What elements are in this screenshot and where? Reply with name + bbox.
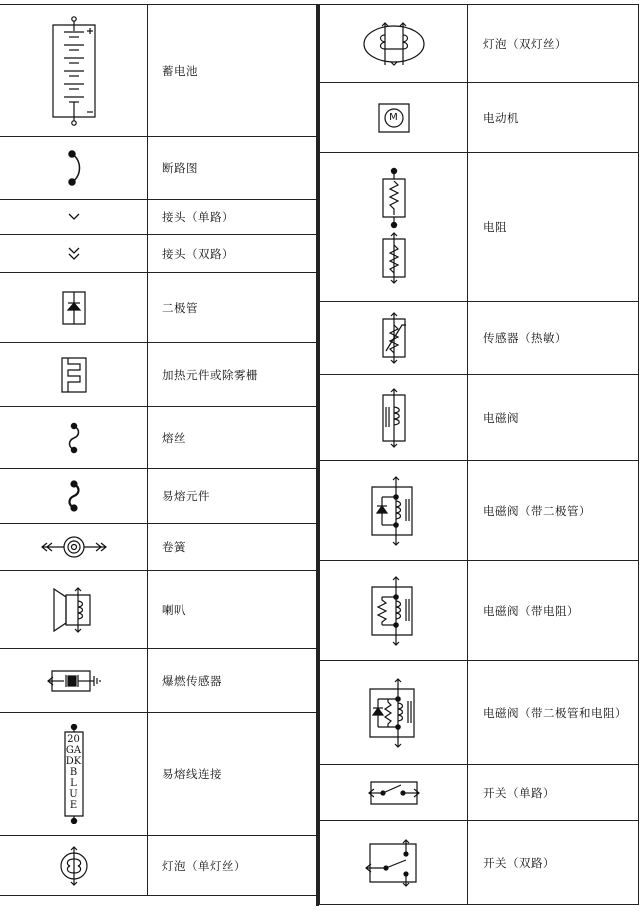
table-row [0, 137, 316, 200]
symbol-label: 加热元件或除雾栅 [162, 367, 258, 382]
symbol-label: 电磁阀（带二极管和电阻） [483, 705, 627, 720]
double-switch-symbol-icon [320, 821, 468, 904]
fuse-symbol-icon [0, 407, 148, 468]
table-row [0, 235, 316, 273]
diode-symbol-icon [0, 273, 148, 342]
fusible-link-text: L [70, 778, 77, 789]
table-row [320, 821, 638, 905]
single-filament-bulb-symbol-icon [0, 836, 148, 895]
symbol-label: 传感器（热敏） [483, 331, 567, 345]
table-row [320, 375, 638, 461]
table-row [0, 469, 316, 524]
symbol-label: 易熔线连接 [162, 767, 222, 781]
symbol-label: 熔丝 [162, 430, 186, 445]
symbol-label: 易熔元件 [162, 489, 210, 503]
table-row [0, 5, 316, 137]
resistor-symbol-icon [320, 153, 468, 301]
single-connector-symbol-icon [0, 200, 148, 234]
symbol-label: 喇叭 [162, 602, 186, 617]
solenoid-valve-resistor-symbol-icon [320, 561, 468, 660]
symbol-label: 电磁阀 [483, 410, 519, 425]
open-circuit-symbol-icon [0, 137, 148, 199]
motor-graphic [377, 102, 411, 134]
solenoid-valve-diode-symbol-icon [320, 461, 468, 560]
fusible-link-text: DK [65, 756, 82, 767]
motor-symbol-icon [320, 83, 468, 152]
double-connector-symbol-icon [0, 235, 148, 272]
heater-grid-symbol-icon [0, 343, 148, 406]
table-row [320, 302, 638, 375]
motor-letter: M [389, 112, 398, 123]
solenoid-valve-symbol-icon [320, 375, 468, 460]
table-row [0, 343, 316, 407]
symbol-label: 灯泡（双灯丝） [483, 36, 567, 51]
table-row [0, 407, 316, 469]
symbol-label: 开关（双路） [483, 855, 555, 870]
table-row [0, 713, 316, 836]
fusible-link-text: B [69, 767, 78, 778]
battery-symbol-icon [0, 5, 148, 136]
table-row [320, 661, 638, 765]
double-filament-bulb-symbol-icon [320, 5, 468, 82]
left-table [0, 4, 316, 896]
symbol-label: 接头（单路） [162, 210, 234, 224]
fusible-link-graphic [61, 724, 87, 824]
table-row [320, 765, 638, 821]
symbol-label: 二极管 [162, 300, 198, 315]
symbol-label: 接头（双路） [162, 246, 234, 261]
table-row [0, 524, 316, 571]
fusible-link-text: GA [65, 745, 82, 756]
symbol-label: 电动机 [483, 110, 519, 125]
solenoid-valve-diode-resistor-symbol-icon [320, 661, 468, 764]
table-row [320, 153, 638, 302]
horn-symbol-icon [0, 571, 148, 648]
table-row [0, 649, 316, 713]
fusible-link-symbol-icon [0, 713, 148, 835]
fusible-link-text: E [69, 800, 78, 811]
table-row [0, 836, 316, 896]
fusible-element-symbol-icon [0, 469, 148, 523]
symbol-label: 爆燃传感器 [162, 673, 222, 688]
symbol-label: 电磁阀（带二极管） [483, 503, 591, 518]
symbol-label: 灯泡（单灯丝） [162, 858, 246, 873]
symbol-label: 电磁阀（带电阻） [483, 603, 579, 618]
table-row [0, 571, 316, 649]
thermistor-sensor-symbol-icon [320, 302, 468, 374]
fusible-link-text: U [69, 789, 78, 800]
table-row [320, 83, 638, 153]
symbol-label: 电阻 [483, 220, 507, 234]
single-switch-symbol-icon [320, 765, 468, 820]
knock-sensor-symbol-icon [0, 649, 148, 712]
right-table [319, 4, 639, 905]
table-row [0, 273, 316, 343]
table-row [0, 200, 316, 235]
table-row [320, 561, 638, 661]
symbol-label: 断路图 [162, 161, 198, 175]
table-row [320, 461, 638, 561]
clock-spring-symbol-icon [0, 524, 148, 570]
table-row [320, 5, 638, 83]
fusible-link-text: 20 [67, 734, 80, 745]
symbol-label: 蓄电池 [162, 63, 198, 78]
symbol-label: 卷簧 [162, 540, 186, 554]
symbol-label: 开关（单路） [483, 785, 555, 800]
